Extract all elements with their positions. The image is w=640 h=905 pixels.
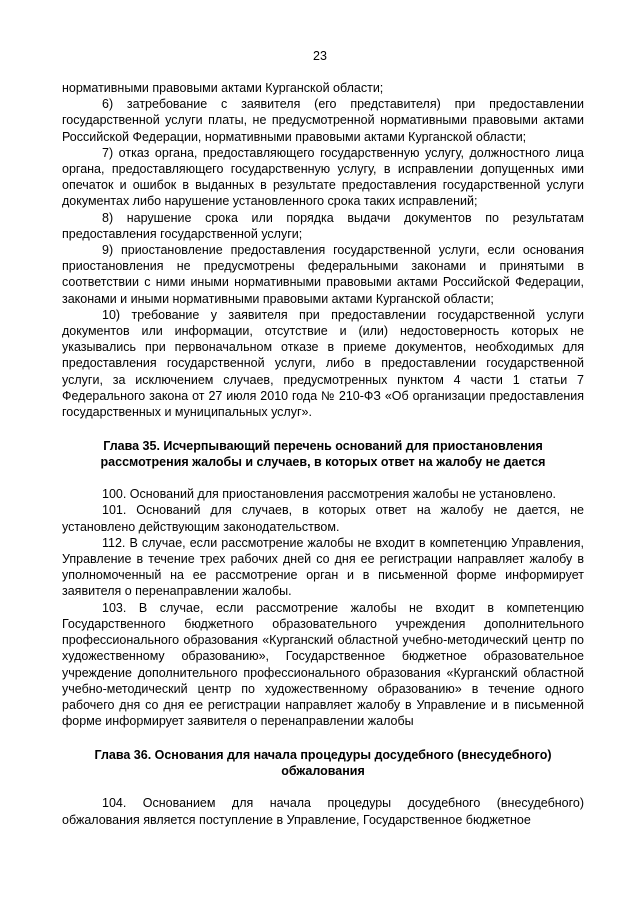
paragraph-112: 112. В случае, если рассмотрение жалобы не входит в компетенцию Управления, Управление в течение трех рабочих дней со дня ее регистрации направляет жалобу в уполномоченный на ее рассмотрение орган и в письменной форме информирует заявителя о перенаправлении жалобы. [62, 535, 584, 599]
paragraph-104: 104. Основанием для начала процедуры досудебного (внесудебного) обжалования является поступление в Управление, Государственное бюджетное [62, 796, 584, 827]
paragraph-101: 101. Оснований для случаев, в которых ответ на жалобу не дается, не установлено действующим законодательством. [62, 503, 584, 534]
paragraph-item-10: 10) требование у заявителя при предоставлении государственной услуги документов или информации, отсутствие и (или) недостоверность которых не указывались при первоначальном отказе в приеме документов, необходимых для предоставления государственной услуги, либо в предоставлении государственной услуги, за исключением случаев, предусмотренных пунктом 4 части 1 статьи 7 Федерального закона от 27 июля 2010 года № 210-ФЗ «Об организации предоставления государственных и муниципальных услуг». [62, 307, 584, 420]
paragraph-item-9: 9) приостановление предоставления государственной услуги, если основания приостановления не предусмотрены федеральными законами и принятыми в соответствии с ними иными нормативными правовыми актами Российской Федерации, законами и иными нормативными правовыми актами Курганской области; [62, 243, 584, 306]
paragraph-103: 103. В случае, если рассмотрение жалобы не входит в компетенцию Государственного бюджетного образовательного учреждения дополнительного профессионального образования «Курганский областной учебно-методический центр по художественному образованию», Государственное бюджетное образовательное учреждение дополнительного профессионального образования «Курганский областной учебно-методический центр по художественному образованию» в течение одного рабочего дня со дня ее регистрации направляет жалобу в Управление и в письменной форме информирует заявителя о перенаправлении жалобы [62, 600, 584, 729]
paragraph-item-7: 7) отказ органа, предоставляющего государственную услугу, должностного лица органа, предоставляющего государственную услугу, в исправлении допущенных ими опечаток и ошибок в выданных в результате предоставления государственной услуги документах либо нарушение установленного срока таких исправлений; [62, 145, 584, 209]
paragraph-continuation: нормативными правовыми актами Курганской области; [62, 81, 384, 95]
chapter-36-heading: Глава 36. Основания для начала процедуры досудебного (внесудебного) обжалования [94, 748, 552, 779]
paragraph-item-6: 6) затребование с заявителя (его представителя) при предоставлении государственной услуги платы, не предусмотренной нормативными правовыми актами Российской Федерации, нормативными правовыми актами Курганской области; [62, 97, 584, 144]
paragraph-100: 100. Оснований для приостановления рассмотрения жалобы не установлено. [102, 487, 557, 502]
chapter-35-heading: Глава 35. Исчерпывающий перечень оснований для приостановления рассмотрения жалобы и случаев, в которых ответ на жалобу не дается [100, 439, 546, 470]
document-body [62, 80, 584, 828]
paragraph-item-8: 8) нарушение срока или порядка выдачи документов по результатам предоставления государственной услуги; [62, 210, 584, 241]
page-number: 23 [313, 49, 327, 63]
